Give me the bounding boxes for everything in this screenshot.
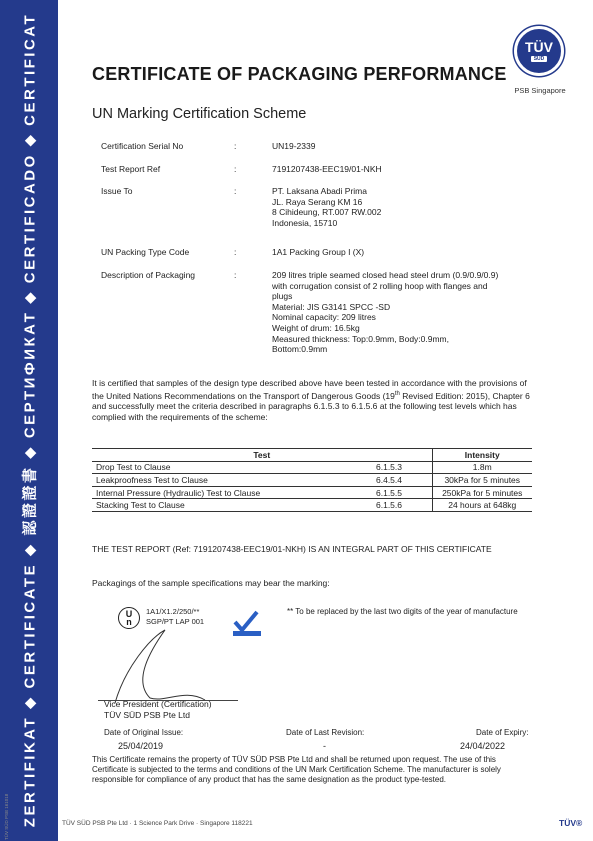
table-header-row xyxy=(92,449,532,462)
un-marking-code xyxy=(146,607,204,626)
test-clause: 6.1.5.6 xyxy=(372,499,432,512)
description-colon: : xyxy=(234,270,237,280)
sidebar-multilingual-text: ZERTIFIKAT ◆ CERTIFICATE ◆ 認證證書 ◆ СЕРТИФИКАТ ◆ CERTIFICADO ◆ CERTIFICAT xyxy=(21,12,39,828)
serial-label: Certification Serial No xyxy=(101,141,184,151)
address-line: PT. Laksana Abadi Prima xyxy=(272,186,367,196)
marking-intro: Packagings of the sample specifications may bear the marking: xyxy=(92,578,330,588)
statement-superscript: th xyxy=(394,390,400,397)
replacement-note: ** To be replaced by the last two digits of the year of manufacture xyxy=(287,607,518,616)
description-label: Description of Packaging xyxy=(101,270,196,280)
packing-code-value: 1A1 Packing Group I (X) xyxy=(272,247,365,257)
table-row xyxy=(92,486,532,499)
test-name: Drop Test to Clause xyxy=(92,461,372,474)
last-revision-date: - xyxy=(323,741,326,751)
serial-colon: : xyxy=(234,141,237,151)
test-clause: 6.1.5.3 xyxy=(372,461,432,474)
signatory-title: Vice President (Certification) xyxy=(104,699,212,709)
print-code: TÜV SÜD PSB 161018 xyxy=(4,793,9,840)
original-issue-label: Date of Original Issue: xyxy=(104,728,184,737)
description-line: Bottom:0.9mm xyxy=(272,344,328,355)
un-symbol-bottom: n xyxy=(126,617,132,627)
signatory-organisation: TÜV SÜD PSB Pte Ltd xyxy=(104,709,190,720)
statement-part2: Revised Edition: 2015), Chapter 6 and successfully meet the criteria described in paragraphs 6.1.5.3 to 6.1.5.6 at the following test levels which has complied with the requirements of the scheme: xyxy=(92,390,530,422)
last-revision-label: Date of Last Revision: xyxy=(286,728,365,737)
original-issue-date: 25/04/2019 xyxy=(118,741,164,751)
description-line: plugs xyxy=(272,291,293,302)
un-packaging-symbol xyxy=(118,607,140,629)
serial-value: UN19-2339 xyxy=(272,141,316,151)
test-name: Internal Pressure (Hydraulic) Test to Clause xyxy=(92,486,372,499)
test-intensity: 250kPa for 5 minutes xyxy=(432,486,532,499)
report-ref-label: Test Report Ref xyxy=(101,164,161,174)
issue-to-colon: : xyxy=(234,186,237,196)
test-name: Stacking Test to Clause xyxy=(92,499,372,512)
table-row xyxy=(92,499,532,512)
footer-tuv-logo: TÜV® xyxy=(559,818,583,828)
statement-part1: It is certified that samples of the design type described above have been tested in accordance with the provisions of the United Nations Recommendations on the Transport of Dangerous Goods (19 xyxy=(92,378,527,401)
table-row xyxy=(92,461,532,474)
test-clause: 6.1.5.5 xyxy=(372,486,432,499)
issue-to-label: Issue To xyxy=(101,186,133,196)
test-intensity: 1.8m xyxy=(432,461,532,474)
address-line: Indonesia, 15710 xyxy=(272,217,338,228)
packing-code-colon: : xyxy=(234,247,237,257)
description-line: Nominal capacity: 209 litres xyxy=(272,312,376,323)
table-row xyxy=(92,474,532,487)
signature-scribble xyxy=(95,628,235,708)
signatory-block xyxy=(104,699,212,720)
report-ref-value: 7191207438-EEC19/01-NKH xyxy=(272,164,382,174)
tuv-sud-logo xyxy=(514,26,564,76)
test-name: Leakproofness Test to Clause xyxy=(92,474,372,487)
marking-line: SGP/PT LAP 001 xyxy=(146,616,205,626)
test-clause: 6.4.5.4 xyxy=(372,474,432,487)
address-line: 8 Cihideung, RT.007 RW.002 xyxy=(272,207,382,218)
issue-to-address xyxy=(272,186,552,228)
logo-line1: TÜV xyxy=(525,39,553,55)
footer-address: TÜV SÜD PSB Pte Ltd · 1 Science Park Drive · Singapore 118221 xyxy=(62,820,253,827)
description-line: with corrugation consist of 2 rolling hoop with flanges and xyxy=(272,280,488,291)
header-test: Test xyxy=(92,449,432,462)
description-line: Measured thickness: Top:0.9mm, Body:0.9mm, xyxy=(272,333,450,344)
description-line: Weight of drum: 16.5kg xyxy=(272,322,360,333)
test-intensity: 24 hours at 648kg xyxy=(432,499,532,512)
test-results-table xyxy=(92,448,532,512)
description-line: 209 litres triple seamed closed head steel drum (0.9/0.9/0.9) xyxy=(272,270,499,280)
logo-line2: SÜD xyxy=(531,56,548,62)
packing-code-label: UN Packing Type Code xyxy=(101,247,190,257)
un-symbol-top: U xyxy=(125,609,133,619)
description-line: Material: JIS G3141 SPCC -SD xyxy=(272,301,391,312)
integral-part-note: THE TEST REPORT (Ref: 7191207438-EEC19/01-NKH) IS AN INTEGRAL PART OF THIS CERTIFICATE xyxy=(92,544,492,554)
certification-check-mark-icon xyxy=(233,610,261,636)
certificate-title: CERTIFICATE OF PACKAGING PERFORMANCE xyxy=(92,64,507,84)
address-line: JL. Raya Serang KM 16 xyxy=(272,196,363,207)
certification-statement xyxy=(92,378,532,422)
report-ref-colon: : xyxy=(234,164,237,174)
sidebar-band xyxy=(0,0,58,841)
test-intensity: 30kPa for 5 minutes xyxy=(432,474,532,487)
logo-caption: PSB Singapore xyxy=(514,86,566,95)
property-note: This Certificate remains the property of TÜV SÜD PSB Pte Ltd and shall be returned upon request. The use of this Certificate is subjected to the terms and conditions of the UN Mark Certification Scheme. The manufacturer is solely responsible for compliance of any product that has the same designation as the product type-tested. xyxy=(92,755,501,784)
marking-line: 1A1/X1.2/250/** xyxy=(146,607,200,616)
description-value xyxy=(272,270,552,355)
expiry-date: 24/04/2022 xyxy=(460,741,506,751)
expiry-label: Date of Expiry: xyxy=(476,728,529,737)
certificate-subtitle: UN Marking Certification Scheme xyxy=(92,106,307,122)
header-intensity: Intensity xyxy=(432,449,532,462)
